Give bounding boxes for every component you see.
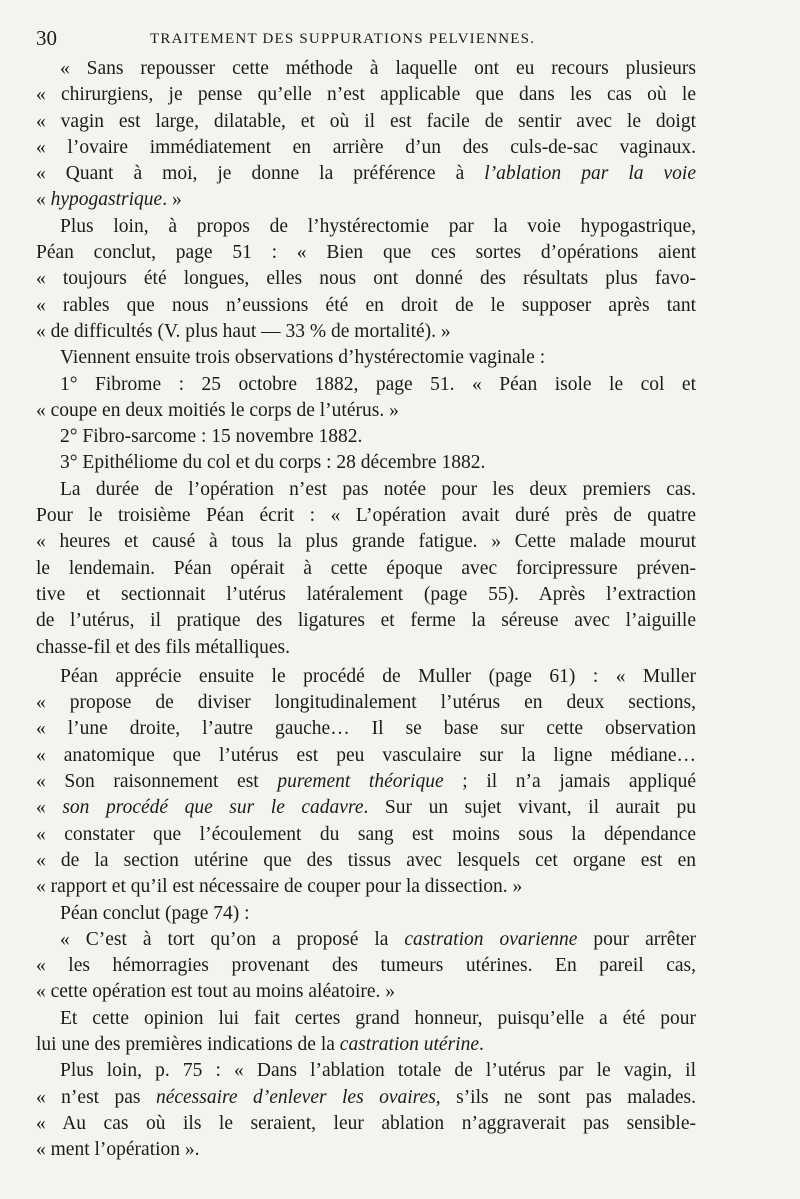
page-number: 30	[36, 26, 57, 50]
text-segment: chasse-fil et des fils métalliques.	[36, 636, 290, 658]
text-segment: « l’ovaire immédiatement en arrière d’un des culs-de-sac vaginaux.	[36, 136, 696, 158]
text-line	[36, 161, 696, 187]
text-segment: « Sans repousser cette méthode à laquelle ont eu recours plusieurs	[60, 58, 696, 79]
text-line	[36, 1111, 696, 1137]
text-line	[36, 874, 696, 900]
text-line	[36, 848, 696, 874]
text-segment: « chirurgiens, je pense qu’elle n’est applicable que dans les cas où le	[36, 84, 696, 106]
text-line	[36, 214, 696, 240]
text-line	[36, 372, 696, 398]
text-segment: Et cette opinion lui fait certes grand honneur, puisqu’elle a été pour	[60, 1007, 696, 1029]
text-segment: « anatomique que l’utérus est peu vasculaire sur la ligne médiane…	[36, 744, 696, 766]
text-line	[36, 424, 696, 450]
text-segment: « heures et causé à tous la plus grande fatigue. » Cette malade mourut	[36, 531, 696, 553]
text-segment: tive et sectionnait l’utérus latéralement (page 55). Après l’extraction	[36, 583, 696, 605]
text-line	[36, 664, 696, 690]
text-segment: « de la section utérine que des tissus avec lesquels cet organe est en	[36, 849, 696, 871]
text-line	[36, 979, 696, 1005]
text-segment: Péan apprécie ensuite le procédé de Muller (page 61) : « Muller	[60, 665, 696, 687]
text-line	[36, 529, 696, 555]
text-line	[36, 503, 696, 529]
italic-text: castration ovarienne	[404, 928, 578, 950]
text-line	[36, 477, 696, 503]
text-segment: La durée de l’opération n’est pas notée pour les deux premiers cas.	[60, 478, 696, 500]
text-line	[36, 398, 696, 424]
text-line	[36, 953, 696, 979]
text-segment: « propose de diviser longitudinalement l’utérus en deux sections,	[36, 692, 696, 714]
text-segment: « l’une droite, l’autre gauche… Il se base sur cette observation	[36, 718, 696, 740]
text-line	[36, 240, 696, 266]
text-line	[36, 345, 696, 371]
text-segment: Péan conclut, page 51 : « Bien que ces sortes d’opérations aient	[36, 242, 696, 264]
text-segment: lui une des premières indications de la	[36, 1033, 340, 1055]
text-line	[36, 1085, 696, 1111]
running-title: TRAITEMENT DES SUPPURATIONS PELVIENNES.	[150, 31, 536, 47]
text-line	[36, 795, 696, 821]
italic-text: l’ablation par la voie	[484, 163, 696, 185]
text-segment: « les hémorragies provenant des tumeurs utérines. En pareil cas,	[36, 955, 696, 977]
text-segment: 2° Fibro-sarcome : 15 novembre 1882.	[60, 426, 363, 448]
text-line	[36, 556, 696, 582]
text-line	[36, 293, 696, 319]
text-line	[36, 266, 696, 292]
text-segment: « rapport et qu’il est nécessaire de couper pour la dissection. »	[36, 876, 523, 898]
text-segment: . Sur un sujet vivant, il aurait pu	[363, 797, 696, 819]
italic-text: nécessaire d’enlever les ovaires	[155, 1086, 436, 1108]
text-line	[36, 901, 696, 927]
text-line	[36, 1006, 696, 1032]
text-line	[36, 82, 696, 108]
text-segment: Plus loin, à propos de l’hystérectomie par la voie hypogastrique,	[60, 215, 696, 237]
text-line	[36, 635, 696, 661]
italic-text: purement théorique	[277, 771, 444, 793]
text-line	[36, 450, 696, 476]
text-segment: « Au cas où ils le seraient, leur ablation n’aggraverait pas sensible-	[36, 1112, 696, 1134]
text-segment: Viennent ensuite trois observations d’hystérectomie vaginale :	[60, 347, 546, 369]
text-segment: .	[479, 1033, 484, 1055]
text-line	[36, 822, 696, 848]
text-segment: « cette opération est tout au moins aléatoire. »	[36, 981, 396, 1003]
text-segment: « toujours été longues, elles nous ont donné des résultats plus favo-	[36, 268, 696, 290]
text-segment: « ment l’opération ».	[36, 1139, 200, 1161]
text-segment: 3° Epithéliome du col et du corps : 28 décembre 1882.	[60, 452, 486, 474]
text-line	[36, 769, 696, 795]
text-line	[36, 1032, 696, 1058]
text-line	[36, 56, 696, 82]
italic-text: castration utérine	[339, 1033, 479, 1055]
text-segment: Péan conclut (page 74) :	[60, 902, 250, 924]
text-line	[36, 135, 696, 161]
text-segment: « de difficultés (V. plus haut — 33 % de mortalité). »	[36, 320, 451, 342]
italic-text: son procédé que sur le cadavre	[62, 797, 364, 819]
page-header	[36, 26, 764, 52]
text-segment: Plus loin, p. 75 : « Dans l’ablation totale de l’utérus par le vagin, il	[60, 1060, 696, 1082]
text-line	[36, 608, 696, 634]
text-segment: «	[36, 797, 63, 819]
text-segment: le lendemain. Péan opérait à cette époque avec forcipressure préven-	[36, 557, 696, 579]
text-segment: « vagin est large, dilatable, et où il est facile de sentir avec le doigt	[36, 110, 696, 132]
text-line	[36, 109, 696, 135]
text-line	[36, 187, 696, 213]
text-segment: « C’est à tort qu’on a proposé la	[60, 928, 405, 950]
text-line	[36, 1137, 696, 1163]
text-segment: « Quant à moi, je donne la préférence à	[36, 163, 485, 185]
text-segment: . »	[162, 189, 182, 211]
body-text	[36, 56, 696, 1163]
text-segment: « coupe en deux moitiés le corps de l’utérus. »	[36, 399, 399, 421]
text-segment: « rables que nous n’eussions été en droit de le supposer après tant	[36, 294, 696, 316]
text-segment: , s’ils ne sont pas malades.	[435, 1086, 696, 1108]
text-line	[36, 743, 696, 769]
text-segment: ; il n’a jamais appliqué	[443, 771, 696, 793]
text-line	[36, 1058, 696, 1084]
text-segment: pour arrêter	[577, 928, 696, 950]
text-segment: « Son raisonnement est	[36, 771, 278, 793]
text-line	[36, 927, 696, 953]
text-segment: «	[36, 189, 51, 211]
italic-text: hypogastrique	[50, 189, 163, 211]
text-line	[36, 716, 696, 742]
text-segment: de l’utérus, il pratique des ligatures et ferme la séreuse avec l’aiguille	[36, 610, 696, 632]
text-line	[36, 319, 696, 345]
text-segment: 1° Fibrome : 25 octobre 1882, page 51. « Péan isole le col et	[60, 373, 696, 395]
text-segment: « constater que l’écoulement du sang est moins sous la dépendance	[36, 823, 696, 845]
text-segment: « n’est pas	[36, 1086, 156, 1108]
text-line	[36, 582, 696, 608]
text-line	[36, 690, 696, 716]
text-segment: Pour le troisième Péan écrit : « L’opération avait duré près de quatre	[36, 505, 696, 527]
